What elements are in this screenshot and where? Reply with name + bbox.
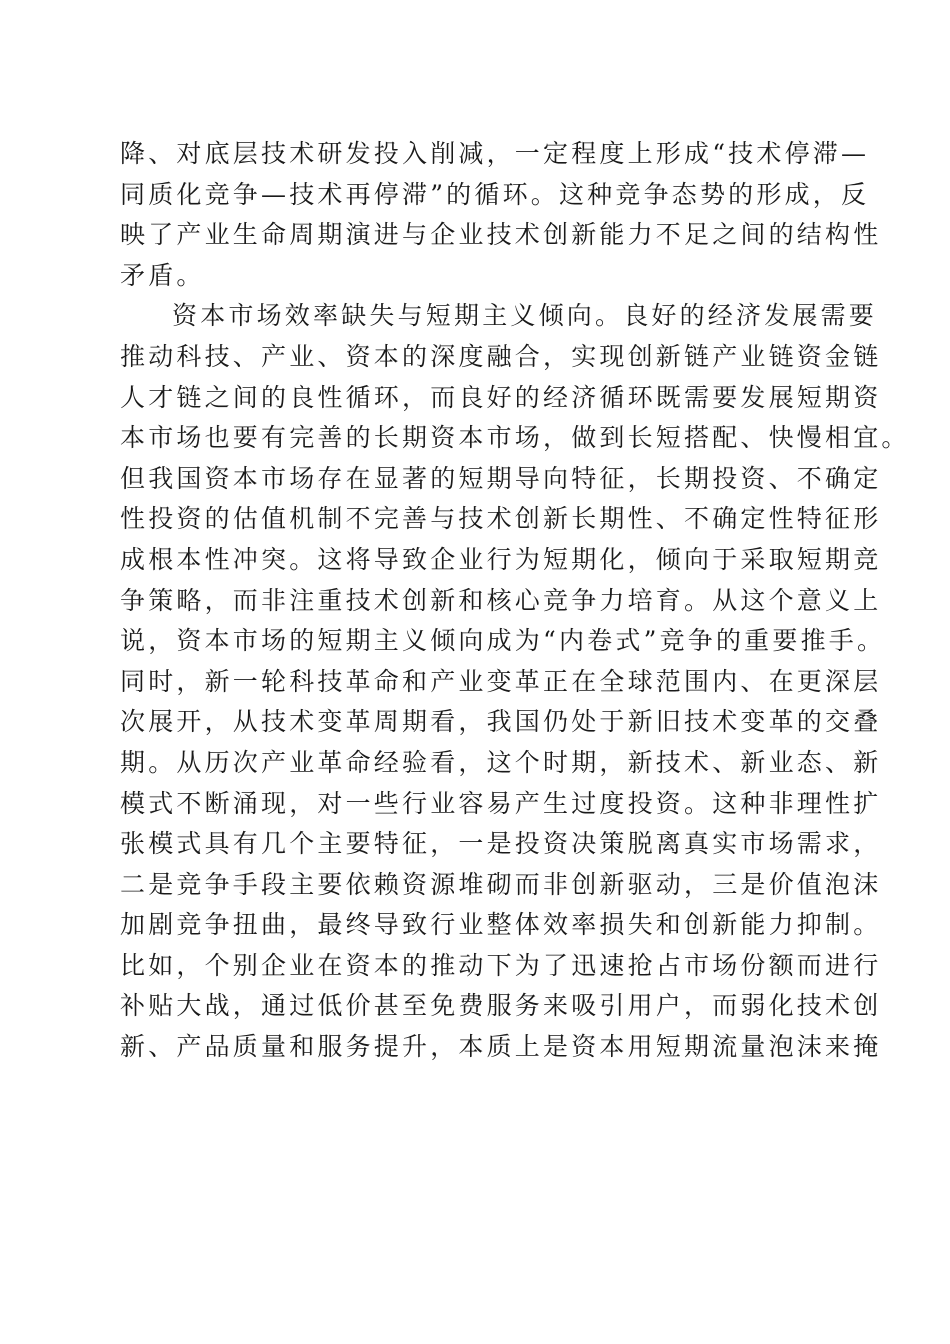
text-line: 本市场也要有完善的长期资本市场，做到长短搭配、快慢相宜。 [120, 423, 910, 453]
text-line: 比如，个别企业在资本的推动下为了迅速抢占市场份额而进行 [120, 950, 882, 980]
text-line: 同质化竞争—技术再停滞”的循环。这种竞争态势的形成，反 [120, 179, 870, 209]
text-line: 说，资本市场的短期主义倾向成为“内卷式”竞争的重要推手。 [120, 626, 886, 656]
text-line: 加剧竞争扭曲，最终导致行业整体效率损失和创新能力抑制。 [120, 910, 882, 940]
text-line: 次展开，从技术变革周期看，我国仍处于新旧技术变革的交叠 [120, 707, 882, 737]
text-line: 张模式具有几个主要特征，一是投资决策脱离真实市场需求， [120, 829, 882, 859]
text-line: 新、产品质量和服务提升，本质上是资本用短期流量泡沫来掩 [120, 1032, 882, 1062]
text-line: 性投资的估值机制不完善与技术创新长期性、不确定性特征形 [120, 504, 882, 534]
text-line: 人才链之间的良性循环，而良好的经济循环既需要发展短期资 [120, 382, 882, 412]
text-line: 但我国资本市场存在显著的短期导向特征，长期投资、不确定 [120, 463, 882, 493]
text-line: 期。从历次产业革命经验看，这个时期，新技术、新业态、新 [120, 747, 882, 777]
text-line: 成根本性冲突。这将导致企业行为短期化，倾向于采取短期竞 [120, 544, 882, 574]
body-text [120, 134, 910, 1068]
text-line: 补贴大战，通过低价甚至免费服务来吸引用户，而弱化技术创 [120, 991, 882, 1021]
paragraph-first-line: 资本市场效率缺失与短期主义倾向。良好的经济发展需要 [172, 301, 878, 331]
text-line: 争策略，而非注重技术创新和核心竞争力培育。从这个意义上 [120, 585, 882, 615]
text-line: 模式不断涌现，对一些行业容易产生过度投资。这种非理性扩 [120, 788, 882, 818]
text-line: 同时，新一轮科技革命和产业变革正在全球范围内、在更深层 [120, 666, 882, 696]
text-line: 降、对底层技术研发投入削减，一定程度上形成“技术停滞— [120, 139, 870, 168]
text-line: 映了产业生命周期演进与企业技术创新能力不足之间的结构性 [120, 220, 882, 250]
text-line: 二是竞争手段主要依赖资源堆砌而非创新驱动，三是价值泡沫 [120, 869, 882, 899]
text-line: 推动科技、产业、资本的深度融合，实现创新链产业链资金链 [120, 341, 882, 371]
text-line: 矛盾。 [120, 260, 205, 290]
